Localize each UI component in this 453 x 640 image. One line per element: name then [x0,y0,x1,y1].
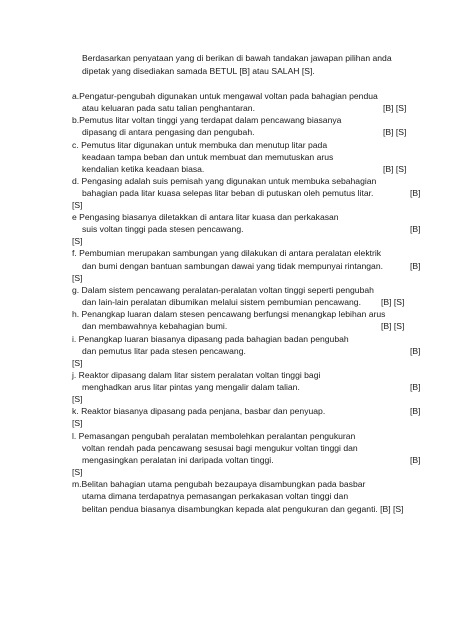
item-l-cont: [S] [72,467,83,477]
item-k-cont: [S] [72,418,83,428]
item-a-line-2: atau keluaran pada satu talian penghantaran. [82,103,255,113]
item-k-mark: [B] [410,406,421,416]
item-d-line-1: d. Pengasing adalah suis pemisah yang digunakan untuk membuka sebahagian [72,176,377,186]
item-e-mark: [B] [410,224,421,234]
item-h-line-2: dan membawahnya kebahagian bumi. [82,321,228,331]
instruction-line-2: dipetak yang disediakan samada BETUL [B] atau SALAH [S]. [82,66,315,76]
item-l-mark: [B] [410,455,421,465]
item-e-cont: [S] [72,236,83,246]
item-g-line-2: dan lain-lain peralatan dibumikan melalui sistem pembumian pencawang. [82,297,361,307]
item-d-line-2: bahagian pada litar kuasa selepas litar beban di putuskan oleh pemutus litar. [82,188,374,198]
item-c-line-3: kendalian ketika keadaan biasa. [82,164,205,174]
item-l-line-1: l. Pemasangan pengubah peralatan membolehkan peralantan pengukuran [72,431,356,441]
item-e-line-1: e Pengasing biasanya diletakkan di antara litar kuasa dan perkakasan [72,212,339,222]
item-f-line-1: f. Pembumian merupakan sambungan yang dilakukan di antara peralatan elektrik [72,248,382,258]
item-f-cont: [S] [72,273,83,283]
item-d-cont: [S] [72,200,83,210]
item-b-line-2: dipasang di antara pengasing dan pengubah. [82,127,255,137]
item-l-line-2: voltan rendah pada pencawang sesusai bagi mengukur voltan tinggi dan [82,443,358,453]
item-f-line-2: dan bumi dengan bantuan sambungan dawai yang tidak mempunyai rintangan. [82,261,383,271]
item-i-line-1: i. Penangkap luaran biasanya dipasang pada bahagian badan pengubah [72,334,349,344]
item-j-cont: [S] [72,394,83,404]
item-h-line-1: h. Penangkap luaran dalam stesen pencawang berfungsi menangkap lebihan arus [72,309,386,319]
item-i-mark: [B] [410,346,421,356]
item-d-mark: [B] [410,188,421,198]
item-b-line-1: b.Pemutus litar voltan tinggi yang terdapat dalam pencawang biasanya [72,115,342,125]
item-m-line-1: m.Belitan bahagian utama pengubah bezaupaya disambungkan pada basbar [72,479,366,489]
item-m-line-3: belitan pendua biasanya disambungkan kepada alat pengukuran dan geganti. [B] [S] [82,504,404,514]
item-h-mark: [B] [S] [381,321,405,331]
item-e-line-2: suis voltan tinggi pada stesen pencawang. [82,224,244,234]
item-j-mark: [B] [410,382,421,392]
item-c-line-1: c. Pemutus litar digunakan untuk membuka dan menutup litar pada [72,140,328,150]
item-j-line-2: menghadkan arus litar pintas yang mengalir dalam talian. [82,382,300,392]
item-f-mark: [B] [410,261,421,271]
item-i-line-2: dan pemutus litar pada stesen pencawang. [82,346,246,356]
item-g-mark: [B] [S] [381,297,405,307]
item-a-line-1: a.Pengatur-pengubah digunakan untuk mengawal voltan pada bahagian pendua [72,91,378,101]
instruction-line-1: Berdasarkan penyataan yang di berikan di bawah tandakan jawapan pilihan anda [82,53,392,63]
item-c-mark: [B] [S] [383,164,407,174]
item-a-mark: [B] [S] [383,103,407,113]
item-m-line-2: utama dimana terdapatnya pemasangan perkakasan voltan tinggi dan [82,491,349,501]
item-l-line-3: mengasingkan peralatan ini daripada voltan tinggi. [82,455,274,465]
item-c-line-2: keadaan tampa beban dan untuk membuat dan memutuskan arus [82,152,334,162]
item-k-line-1: k. Reaktor biasanya dipasang pada penjana, basbar dan penyuap. [72,406,326,416]
item-j-line-1: j. Reaktor dipasang dalam litar sistem peralatan voltan tinggi bagi [72,370,321,380]
item-i-cont: [S] [72,358,83,368]
item-g-line-1: g. Dalam sistem pencawang peralatan-peralatan voltan tinggi seperti pengubah [72,285,374,295]
item-b-mark: [B] [S] [383,127,407,137]
